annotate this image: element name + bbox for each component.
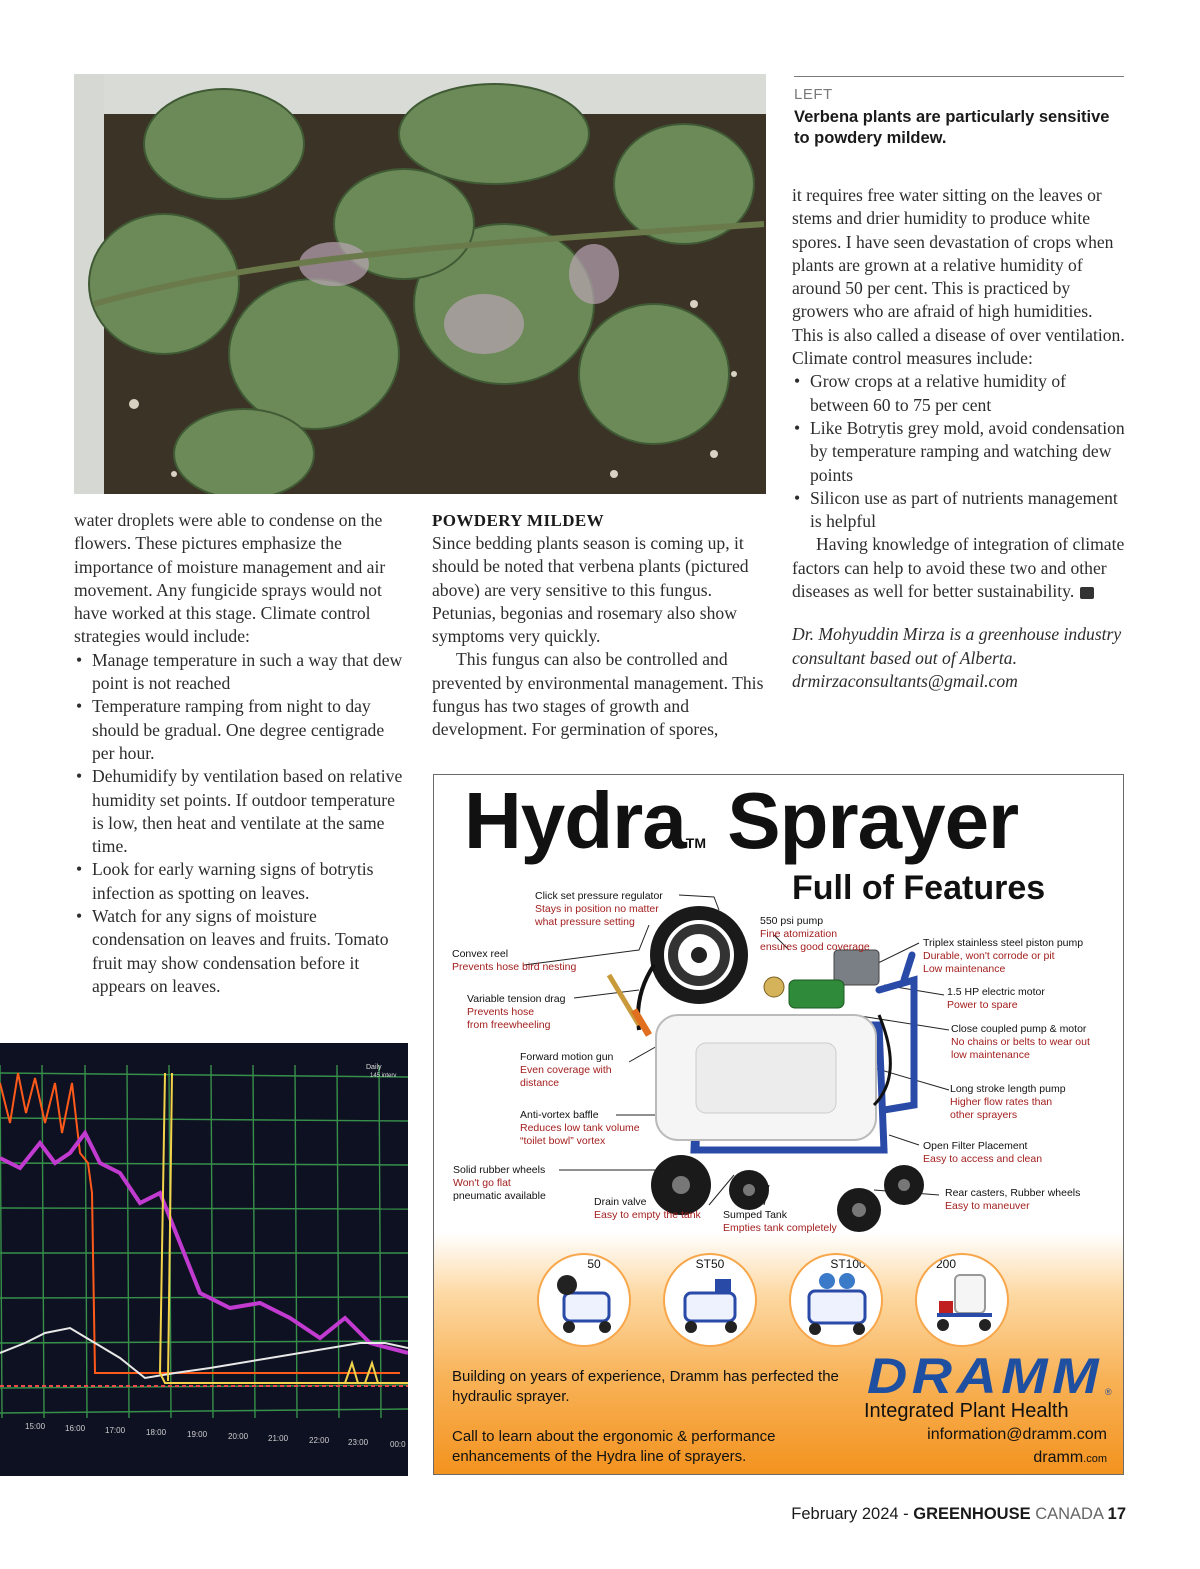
article-column-2 [432, 509, 764, 742]
graph-time-label: 16:00 [65, 1424, 86, 1433]
model-thumbnail-50[interactable] [537, 1253, 631, 1347]
ad-subtitle: Full of Features [792, 869, 1046, 907]
climate-graph-photo [0, 1043, 408, 1476]
footer-magazine: GREENHOUSE [913, 1505, 1031, 1523]
ad-blurb-paragraph: Building on years of experience, Dramm has perfected the hydraulic sprayer. [452, 1368, 839, 1405]
page-footer [791, 1505, 1126, 1524]
model-thumbnail-st50[interactable] [663, 1253, 757, 1347]
brand-wordmark: DRAMM [867, 1351, 1103, 1399]
ad-blurb-paragraph: Call to learn about the ergonomic & performance enhancements of the Hydra line of sprayers. [452, 1428, 776, 1465]
graph-legend-label: 145 interv [370, 1073, 397, 1079]
paragraph: Having knowledge of integration of climate factors can help to avoid these two and other diseases as well for better sustainability. [792, 534, 1125, 602]
model-label: 50 [587, 1257, 601, 1271]
list-item: • Dehumidify by ventilation based on relative humidity set points. If outdoor temperature is low, then heat and ventilate at the same time. [74, 765, 410, 858]
model-label: ST50 [695, 1257, 725, 1271]
paragraph: This fungus can also be controlled and prevented by environmental management. This fungus has two stages of growth and development. For germination of spores, [432, 649, 764, 740]
article-column-1 [74, 509, 410, 998]
paragraph: water droplets were able to condense on the flowers. These pictures emphasize the importance of moisture management and air movement. Any fungicide sprays would not have worked at this stage. Climate control strategies would include: [74, 510, 386, 647]
photo-caption [794, 76, 1124, 149]
feature-tension-drag: Variable tension drag Prevents hose from freewheeling [467, 993, 566, 1031]
graph-time-label: 17:00 [105, 1426, 126, 1435]
feature-close-coupled-pump: Close coupled pump & motor No chains or belts to wear out low maintenance [951, 1023, 1090, 1061]
graph-time-label: 23:00 [348, 1438, 369, 1447]
ad-blurb [452, 1367, 852, 1475]
caption-text: Verbena plants are particularly sensitive to powdery mildew. [794, 108, 1110, 147]
feature-solid-rubber-wheels: Solid rubber wheels Won't go flat pneumatic available [453, 1164, 546, 1202]
model-thumbnail-200[interactable] [915, 1253, 1009, 1347]
registered-mark: ® [1105, 1387, 1112, 1397]
graph-time-label: 22:00 [309, 1436, 330, 1445]
section-heading: POWDERY MILDEW [432, 511, 605, 530]
graph-time-label: 19:00 [187, 1430, 208, 1439]
ad-email-link[interactable]: information@dramm.com [927, 1426, 1107, 1443]
graph-time-label: 00:0 [390, 1440, 406, 1449]
bullet-list [74, 649, 410, 998]
bullet-list [792, 370, 1126, 533]
caption-label: LEFT [794, 86, 833, 103]
author-bio: Dr. Mohyuddin Mirza is a greenhouse industry consultant based out of Alberta. drmirzaconsultants@gmail.com [792, 624, 1122, 691]
climate-graph-image [0, 1043, 408, 1476]
list-item: • Temperature ramping from night to day should be gradual. One degree centigrade per hour. [74, 695, 410, 765]
ad-title-main: Hydra [464, 776, 686, 865]
feature-filter-placement: Open Filter Placement Easy to access and clean [923, 1140, 1043, 1165]
verbena-plant-image [74, 74, 766, 494]
feature-triplex-pump: Triplex stainless steel piston pump Durable, won't corrode or pit Low maintenance [923, 937, 1084, 975]
feature-electric-motor: 1.5 HP electric motor Power to spare [947, 986, 1045, 1011]
graph-time-label: 15:00 [25, 1422, 46, 1431]
paragraph-with-end-mark [792, 533, 1126, 603]
feature-anti-vortex-baffle: Anti-vortex baffle Reduces low tank volume “toilet bowl” vortex [520, 1109, 640, 1147]
graph-time-label: 21:00 [268, 1434, 289, 1443]
feature-drain-valve: Drain valve Easy to empty the tank [594, 1196, 701, 1221]
list-item: • Manage temperature in such a way that dew point is not reached [74, 649, 410, 696]
graph-time-label: 18:00 [146, 1428, 167, 1437]
footer-region: CANADA [1030, 1505, 1108, 1523]
verbena-photo [74, 74, 766, 494]
feature-pressure-regulator: Click set pressure regulator Stays in position no matter what pressure setting [535, 890, 663, 928]
paragraph: Since bedding plants season is coming up, it should be noted that verbena plants (pictured above) are very sensitive to this fungus. Petunias, begonias and rosemary also show symptoms very quickly. [432, 533, 749, 647]
feature-rear-casters: Rear casters, Rubber wheels Easy to maneuver [945, 1187, 1081, 1212]
article-column-3 [792, 184, 1126, 693]
model-label: 200 [935, 1257, 957, 1271]
ad-website-link[interactable]: dramm.com [1033, 1449, 1107, 1466]
feature-forward-motion-gun: Forward motion gun Even coverage with distance [520, 1051, 614, 1089]
list-item: • Look for early warning signs of botrytis infection as spotting on leaves. [74, 858, 410, 905]
end-mark-icon: GC [1080, 587, 1094, 599]
dramm-logo[interactable] [865, 1351, 1113, 1399]
list-item: • Like Botrytis grey mold, avoid condensation by temperature ramping and watching dew points [792, 417, 1126, 487]
ad-title-second: Sprayer [727, 776, 1019, 865]
graph-legend-label: Daily [366, 1064, 382, 1071]
trademark-mark: TM [685, 835, 706, 851]
model-thumbnail-st100[interactable] [789, 1253, 883, 1347]
graph-time-label: 20:00 [228, 1432, 249, 1441]
list-item: • Grow crops at a relative humidity of between 60 to 75 per cent [792, 370, 1126, 417]
page-number: 17 [1107, 1505, 1126, 1523]
feature-convex-reel: Convex reel Prevents hose bird nesting [452, 948, 577, 973]
paragraph: it requires free water sitting on the leaves or stems and drier humidity to produce white spores. I have seen devastation of crops when plants are grown at a relative humidity of around 50 per cent. This is practiced by growers who are afraid of high humidities. This is also called a disease of over ventilation. Climate control measures include: [792, 185, 1125, 369]
hydra-sprayer-ad[interactable] [433, 774, 1124, 1475]
feature-psi-pump: 550 psi pump Fine atomization ensures good coverage [760, 915, 870, 953]
feature-long-stroke-pump: Long stroke length pump Higher flow rates than other sprayers [950, 1083, 1066, 1121]
ad-tagline: Integrated Plant Health [864, 1400, 1069, 1422]
feature-sumped-tank: Sumped Tank Empties tank completely [723, 1209, 837, 1234]
model-label: ST100 [830, 1257, 866, 1271]
list-item: • Watch for any signs of moisture condensation on leaves and fruits. Tomato fruit may show condensation before it appears on leaves. [74, 905, 410, 998]
list-item: • Silicon use as part of nutrients management is helpful [792, 487, 1126, 534]
footer-date: February 2024 - [791, 1505, 914, 1523]
